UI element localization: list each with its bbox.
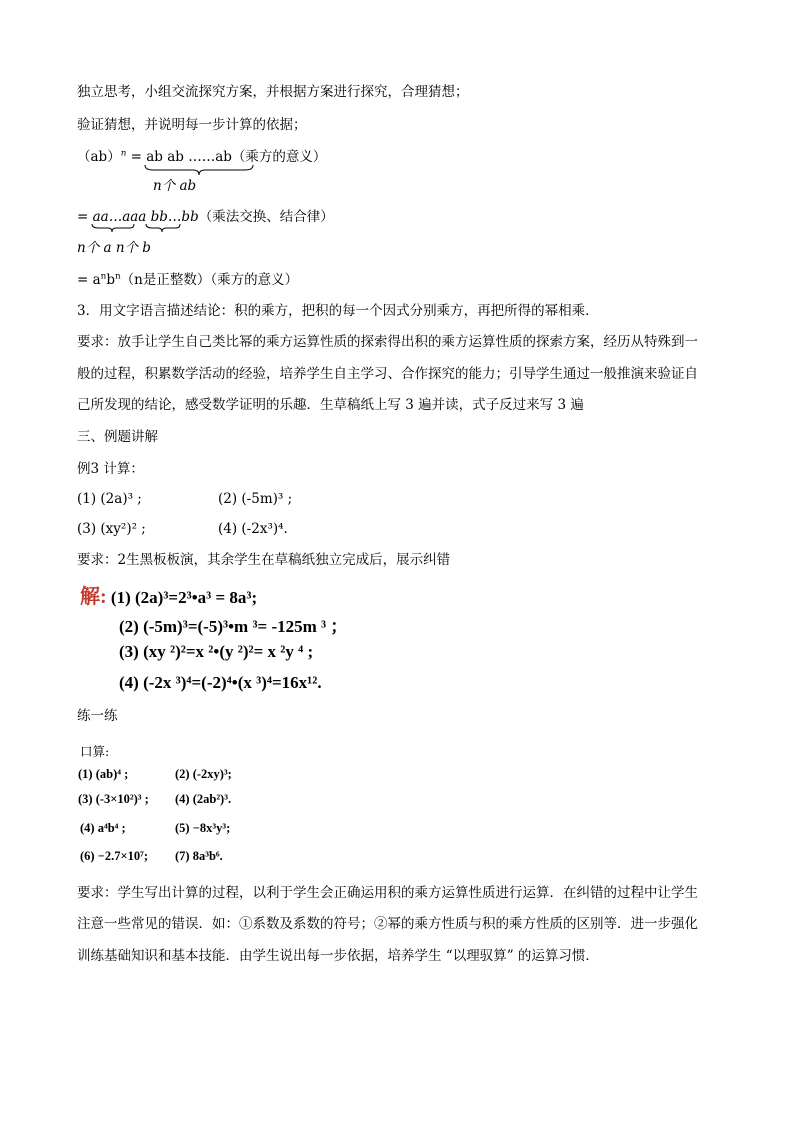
- text-line: 独立思考，小组交流探究方案，并根据方案进行探究，合理猜想；: [77, 84, 469, 100]
- exponent: n: [114, 271, 121, 282]
- text-line: 要求：2生黑板板演，其余学生在草稿纸独立完成后，展示纠错: [77, 552, 451, 568]
- oral-item: (4) a⁴b⁴ ;: [80, 821, 126, 835]
- section-heading: 三、例题讲解: [77, 429, 158, 445]
- oral-item: (7) 8a³b⁶.: [175, 849, 223, 863]
- exponent: n: [120, 148, 127, 159]
- exercise-item: (2) (-5m)³ ;: [218, 491, 293, 507]
- section-heading: 练一练: [77, 708, 118, 724]
- oral-title: 口算:: [80, 744, 110, 759]
- example-title: 例3 计算：: [77, 461, 144, 477]
- oral-item: (6) −2.7×10⁷;: [80, 849, 148, 863]
- formula-part: b: [106, 272, 115, 288]
- text-line: 要求：学生写出计算的过程，以利于学生会正确运用积的乘方运算性质进行运算．在纠错的过程中让学生: [77, 885, 698, 901]
- solution-line: (2) (-5m)³=(-5)³•m ³= -125m ³ ；: [119, 617, 348, 636]
- exercise-item: (3) (xy²)² ;: [77, 521, 146, 537]
- exercise-item: (4) (-2x³)⁴.: [218, 521, 288, 537]
- brace-label: n个 ab: [153, 178, 197, 194]
- solution-line: (3) (xy ²)²=x ²•(y ²)²= x ²y ⁴ ;: [119, 642, 314, 661]
- exponent: n: [100, 271, 107, 282]
- text-line: 验证猜想，并说明每一步计算的依据；: [77, 117, 307, 133]
- solution-line: (4) (-2x ³)⁴=(-2)⁴•(x ³)⁴=16x¹².: [119, 673, 322, 692]
- text-line: 训练基础知识和基本技能．由学生说出每一步依据，培养学生 “以理驭算” 的运算习惯．: [77, 948, 599, 964]
- formula-part: = aa…aaa bb…bb: [77, 209, 199, 225]
- oral-item: (3) (-3×10²)³ ;: [78, 792, 149, 806]
- text-line: 注意一些常见的错误．如：①系数及系数的符号；②幂的乘方性质与积的乘方性质的区别等．进一步强化: [77, 916, 698, 932]
- exercise-item: (1) (2a)³ ;: [77, 491, 142, 507]
- text-line: 要求：放手让学生自己类比幂的乘方运算性质的探索得出积的乘方运算性质的探索方案，经历从特殊到一: [77, 334, 698, 350]
- underbrace: [143, 163, 255, 177]
- solution-line: [80, 580, 257, 609]
- solution-label: 解:: [80, 586, 107, 608]
- formula-part: = ab ab ……ab（乘方的意义）: [126, 149, 327, 165]
- text-line: 般的过程，积累数学活动的经验，培养学生自主学习、合作探究的能力；引导学生通过一般推演来验证自: [77, 366, 698, 382]
- oral-item: (2) (-2xy)³;: [175, 767, 232, 781]
- underbrace: [90, 222, 190, 234]
- formula-part: = a: [77, 272, 101, 288]
- oral-item: (4) (2ab²)³.: [175, 792, 232, 806]
- formula-part: （n是正整数）（乘方的意义）: [120, 272, 299, 288]
- formula-part: （ab）: [77, 149, 121, 165]
- text-line: 己所发现的结论，感受数学证明的乐趣．生草稿纸上写 3 遍并读，式子反过来写 3 遍: [77, 397, 584, 413]
- formula-part: （乘法交换、结合律）: [198, 209, 334, 225]
- text-line: 3．用文字语言描述结论：积的乘方，把积的每一个因式分别乘方，再把所得的幂相乘．: [77, 303, 599, 319]
- oral-item: (5) −8x³y³;: [175, 821, 231, 835]
- formula-line: [77, 270, 298, 290]
- oral-item: (1) (ab)⁴ ;: [78, 767, 129, 781]
- solution-text: (1) (2a)³=2³•a³ = 8a³;: [110, 588, 258, 607]
- brace-label: n个 a n个 b: [77, 240, 151, 256]
